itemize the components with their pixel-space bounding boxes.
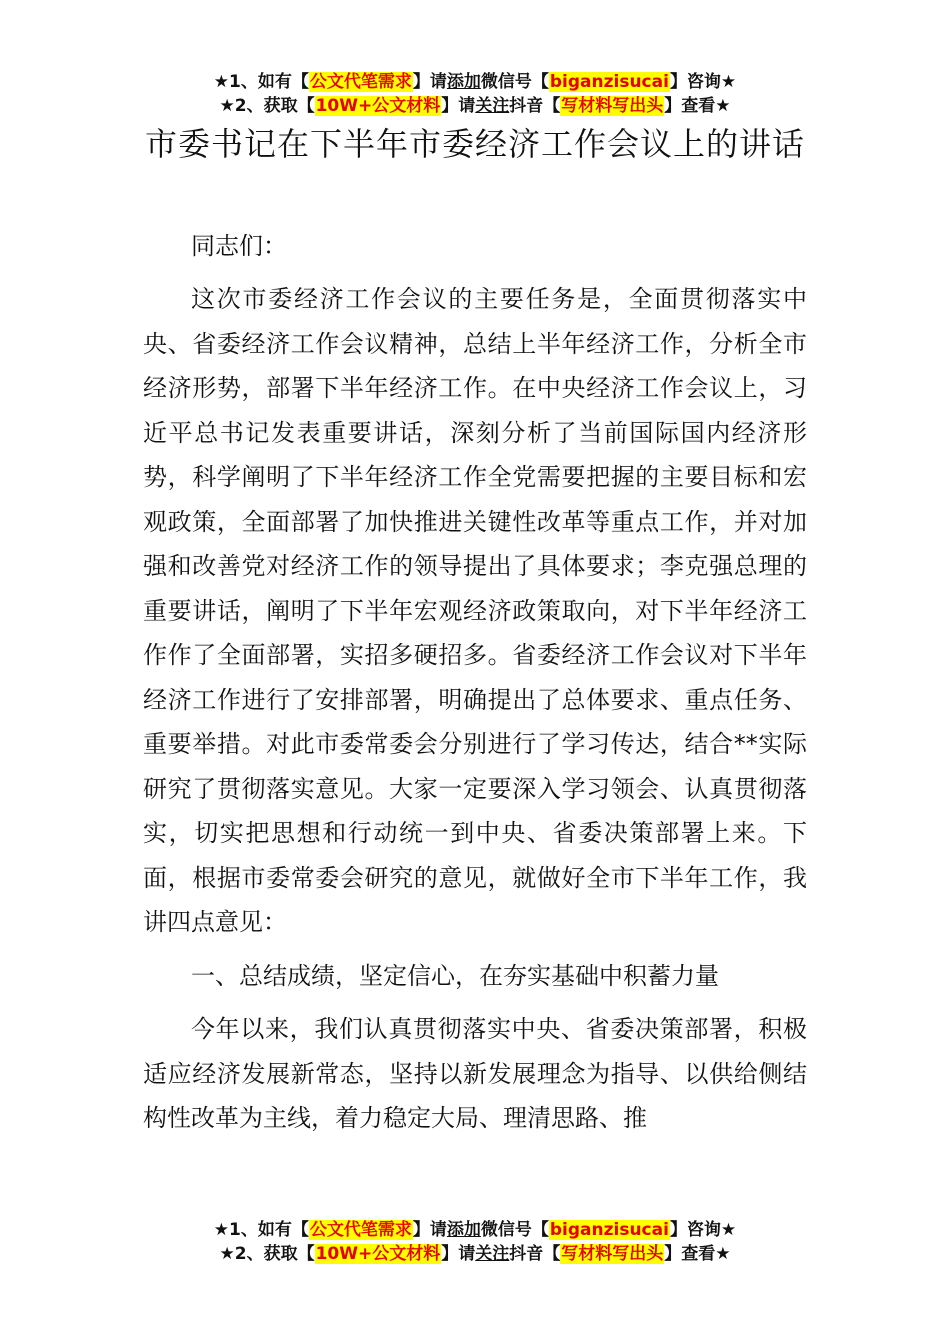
promo-text: 微信号【 bbox=[480, 72, 549, 92]
promo-text: ★2、获取【 bbox=[219, 1244, 315, 1264]
promo-banner-top bbox=[0, 70, 950, 118]
promo-text: 抖音【 bbox=[509, 1244, 561, 1264]
promo-text: 】查看★ bbox=[664, 1244, 731, 1264]
promo-text: 】查看★ bbox=[664, 96, 731, 116]
promo-text: 】请 bbox=[441, 96, 476, 116]
promo-highlight-service: 公文代笔需求 bbox=[309, 1220, 412, 1240]
promo-highlight-service: 公文代笔需求 bbox=[309, 72, 412, 92]
promo-line-1 bbox=[0, 1218, 950, 1242]
promo-highlight-wechat-id: biganzisucai bbox=[549, 72, 669, 92]
body-paragraph-intro: 这次市委经济工作会议的主要任务是，全面贯彻落实中央、省委经济工作会议精神，总结上半年经济工作，分析全市经济形势，部署下半年经济工作。在中央经济工作会议上，习近平总书记发表重要讲话，深刻分析了当前国际国内经济形势，科学阐明了下半年经济工作全党需要把握的主要目标和宏观政策，全面部署了加快推进关键性改革等重点工作，并对加强和改善党对经济工作的领导提出了具体要求；李克强总理的重要讲话，阐明了下半年宏观经济政策取向，对下半年经济工作作了全面部署，实招多硬招多。省委经济工作会议对下半年经济工作进行了安排部署，明确提出了总体要求、重点任务、重要举措。对此市委常委会分别进行了学习传达，结合**实际研究了贯彻落实意见。大家一定要深入学习领会、认真贯彻落实，切实把思想和行动统一到中央、省委决策部署上来。下面，根据市委常委会研究的意见，就做好全市下半年工作，我讲四点意见： bbox=[143, 285, 807, 936]
promo-text: 微信号【 bbox=[480, 1220, 549, 1240]
document-body bbox=[143, 277, 807, 1141]
promo-text: 】请 bbox=[441, 1244, 476, 1264]
promo-emphasis: 添加 bbox=[446, 72, 481, 92]
section-heading-1: 一、总结成绩，坚定信心，在夯实基础中积蓄力量 bbox=[191, 961, 719, 990]
promo-text: 】请 bbox=[412, 72, 447, 92]
promo-emphasis: 关注 bbox=[475, 96, 510, 116]
promo-line-2 bbox=[0, 94, 950, 118]
promo-banner-bottom bbox=[0, 1218, 950, 1266]
salutation-block bbox=[143, 224, 807, 269]
promo-text: ★1、如有【 bbox=[213, 72, 309, 92]
promo-highlight-wechat-id: biganzisucai bbox=[549, 1220, 669, 1240]
promo-emphasis: 添加 bbox=[446, 1220, 481, 1240]
promo-highlight-douyin-id: 写材料写出头 bbox=[561, 96, 664, 116]
promo-emphasis: 关注 bbox=[475, 1244, 510, 1264]
body-paragraph-section-1: 今年以来，我们认真贯彻落实中央、省委决策部署，积极适应经济发展新常态，坚持以新发展理念为指导、以供给侧结构性改革为主线，着力稳定大局、理清思路、推 bbox=[143, 1015, 807, 1132]
promo-highlight-douyin-id: 写材料写出头 bbox=[561, 1244, 664, 1264]
promo-text: 】请 bbox=[412, 1220, 447, 1240]
promo-text: 抖音【 bbox=[509, 96, 561, 116]
promo-line-2 bbox=[0, 1242, 950, 1266]
promo-highlight-materials: 10W+公文材料 bbox=[315, 96, 441, 116]
promo-text: ★2、获取【 bbox=[219, 96, 315, 116]
promo-highlight-materials: 10W+公文材料 bbox=[315, 1244, 441, 1264]
promo-text: ★1、如有【 bbox=[213, 1220, 309, 1240]
promo-text: 】咨询★ bbox=[669, 72, 737, 92]
salutation: 同志们： bbox=[191, 232, 287, 260]
promo-line-1 bbox=[0, 70, 950, 94]
document-title: 市委书记在下半年市委经济工作会议上的讲话 bbox=[144, 125, 805, 163]
promo-text: 】咨询★ bbox=[669, 1220, 737, 1240]
